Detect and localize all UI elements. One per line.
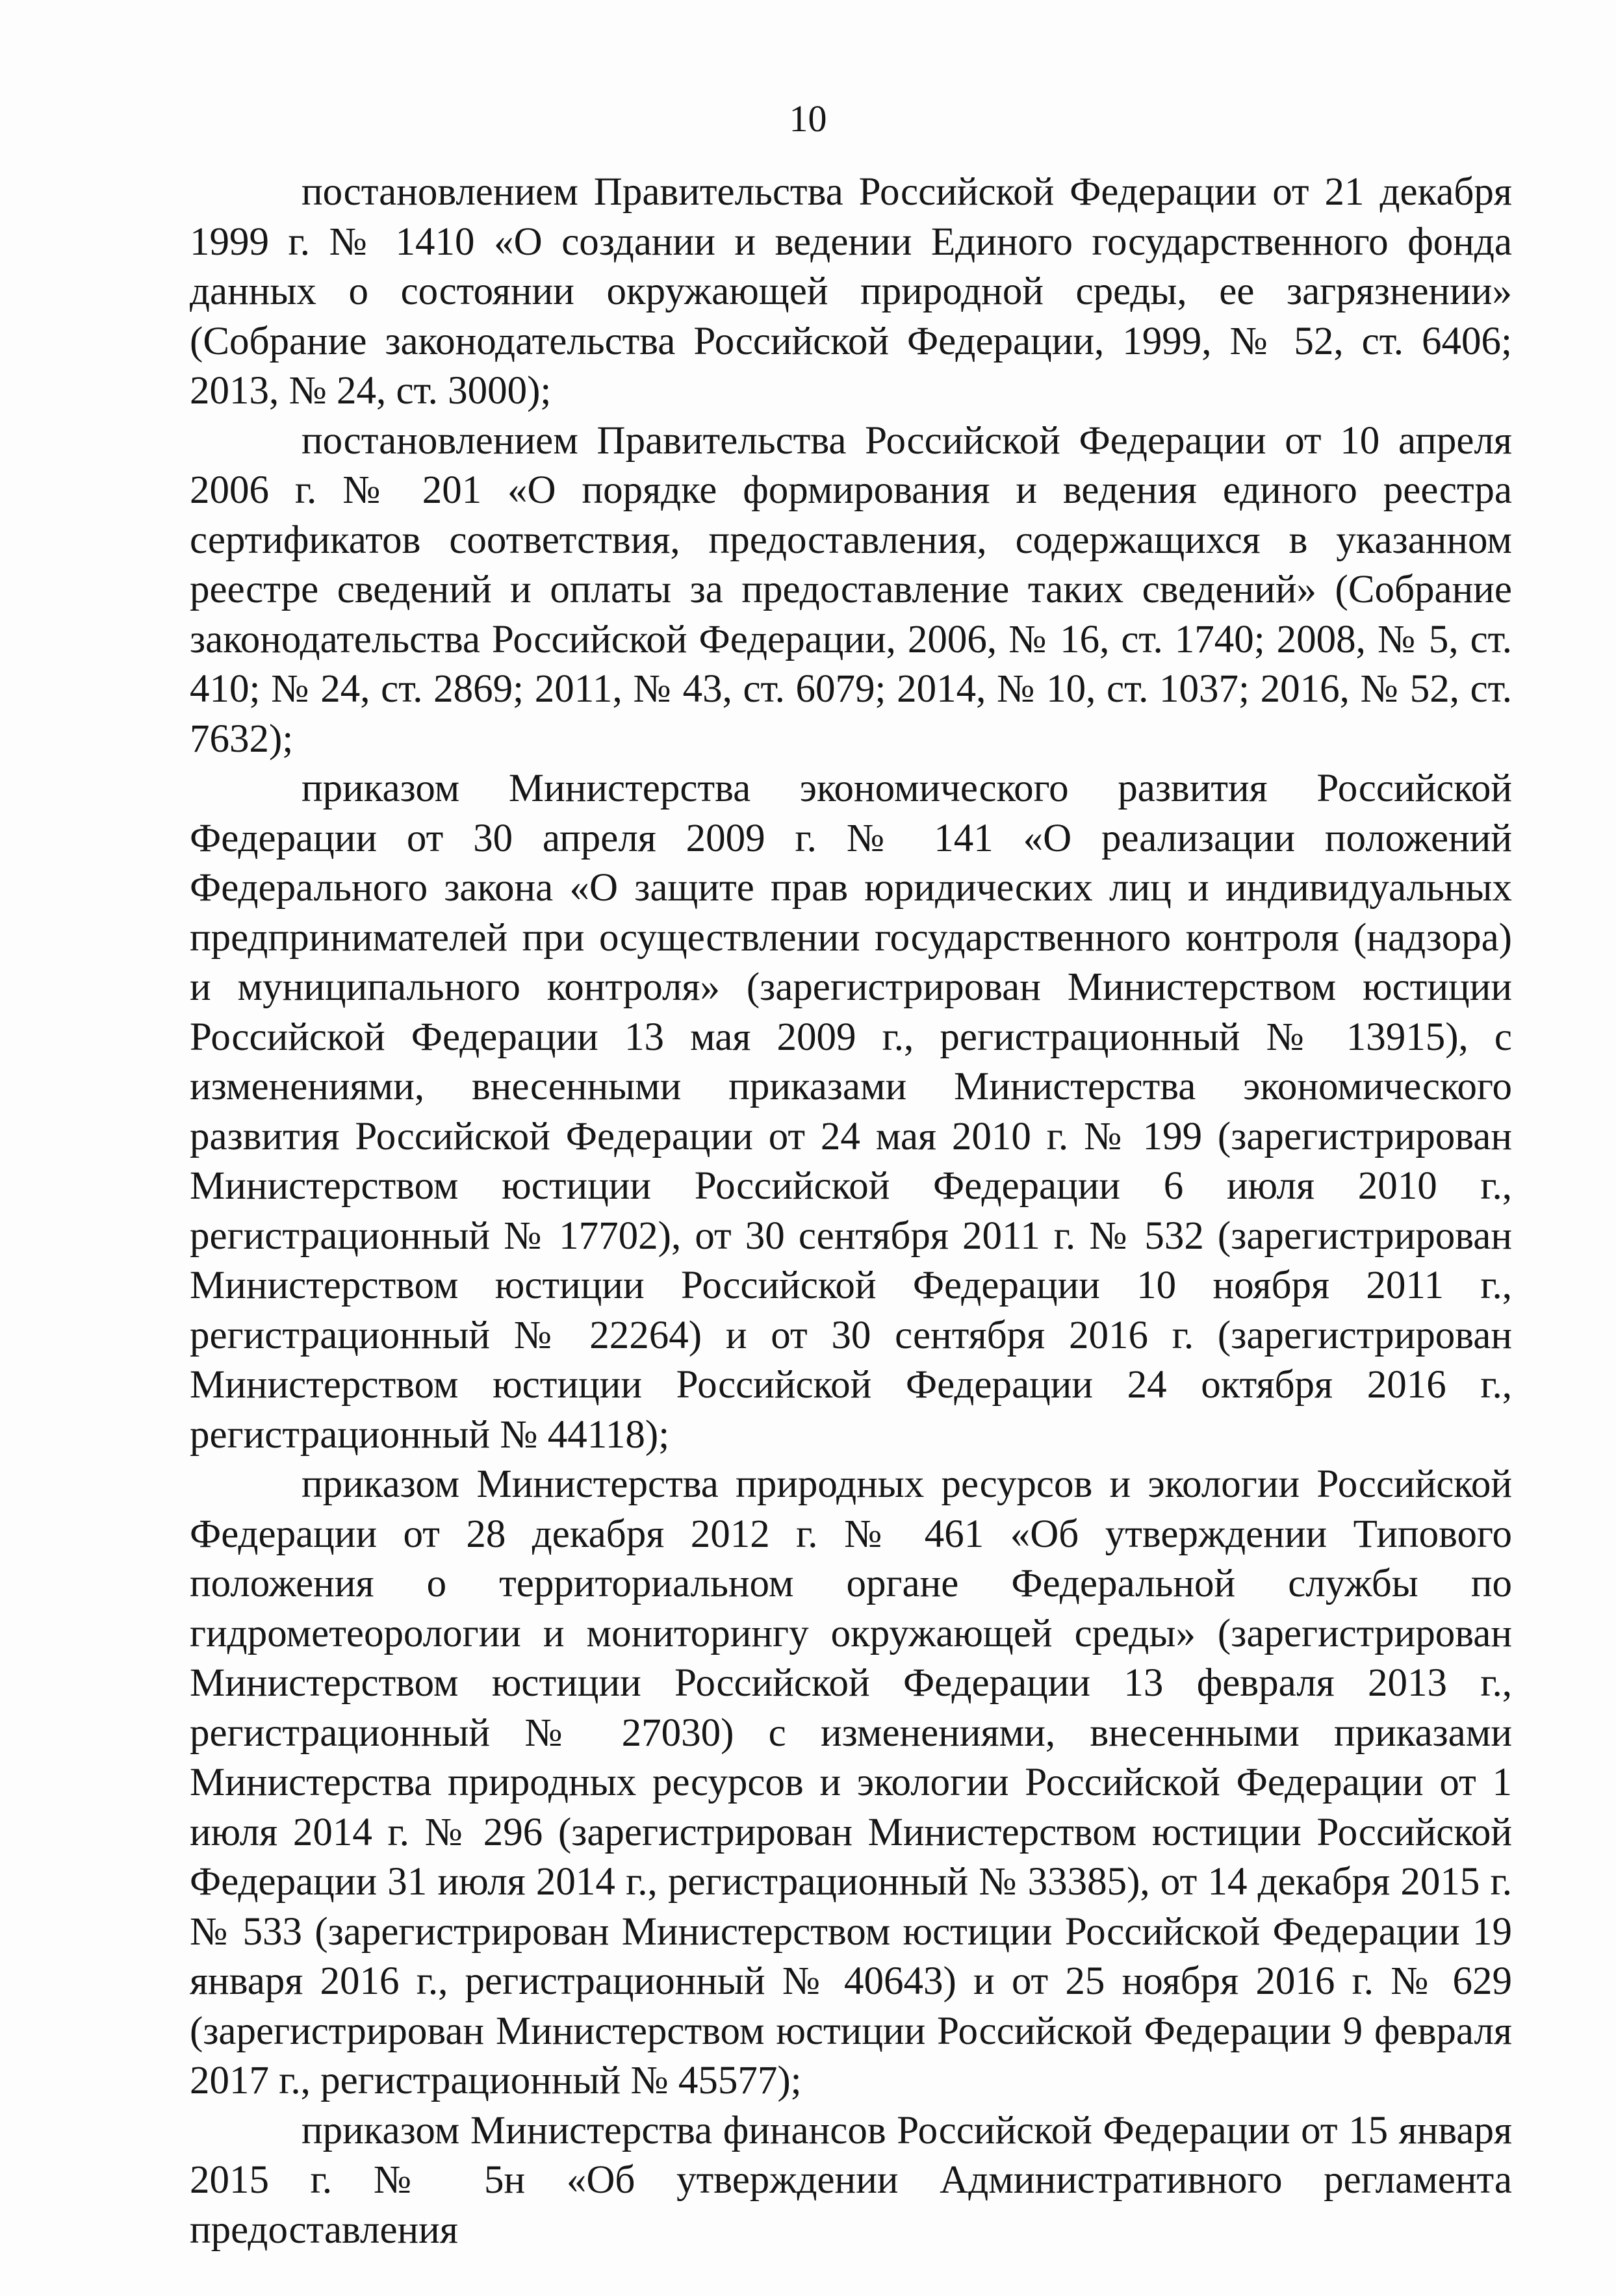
paragraph-order-461: приказом Министерства природных ресурсов и экологии Российской Федерации от 28 декабря 2012 г. № 461 «Об утверждении Типового положения о территориальном органе Федеральной службы по гидрометеорологии и мониторингу окружающей среды» (зарегистрирован Министерством юстиции Российской Федерации 13 февраля 2013 г., регистрационный № 27030) с изменениями, внесенными приказами Министерства природных ресурсов и экологии Российской Федерации от 1 июля 2014 г. № 296 (зарегистрирован Министерством юстиции Российской Федерации 31 июля 2014 г., регистрационный № 33385), от 14 декабря 2015 г. № 533 (зарегистрирован Министерством юстиции Российской Федерации 19 января 2016 г., регистрационный № 40643) и от 25 ноября 2016 г. № 629 (зарегистрирован Министерством юстиции Российской Федерации 9 февраля 2017 г., регистрационный № 45577);: [190, 1462, 1512, 2102]
paragraph-decree-201: постановлением Правительства Российской Федерации от 10 апреля 2006 г. № 201 «О порядке формирования и ведения единого реестра сертификатов соответствия, предоставления, содержащихся в указанном реестре сведений и оплаты за предоставление таких сведений» (Собрание законодательства Российской Федерации, 2006, № 16, ст. 1740; 2008, № 5, ст. 410; № 24, ст. 2869; 2011, № 43, ст. 6079; 2014, № 10, ст. 1037; 2016, № 52, ст. 7632);: [190, 418, 1512, 761]
paragraph-order-5n: приказом Министерства финансов Российской Федерации от 15 января 2015 г. № 5н «Об утверждении Административного регламента предоставления: [190, 2108, 1512, 2252]
paragraph-decree-1410: постановлением Правительства Российской Федерации от 21 декабря 1999 г. № 1410 «О создании и ведении Единого государственного фонда данных о состоянии окружающей природной среды, ее загрязнении» (Собрание законодательства Российской Федерации, 1999, № 52, ст. 6406; 2013, № 24, ст. 3000);: [190, 170, 1512, 413]
paragraph-order-141: приказом Министерства экономического развития Российской Федерации от 30 апреля 2009 г. № 141 «О реализации положений Федерального закона «О защите прав юридических лиц и индивидуальных предпринимателей при осуществлении государственного контроля (надзора) и муниципального контроля» (зарегистрирован Министерством юстиции Российской Федерации 13 мая 2009 г., регистрационный № 13915), с изменениями, внесенными приказами Министерства экономического развития Российской Федерации от 24 мая 2010 г. № 199 (зарегистрирован Министерством юстиции Российской Федерации 6 июля 2010 г., регистрационный № 17702), от 30 сентября 2011 г. № 532 (зарегистрирован Министерством юстиции Российской Федерации 10 ноября 2011 г., регистрационный № 22264) и от 30 сентября 2016 г. (зарегистрирован Министерством юстиции Российской Федерации 24 октября 2016 г., регистрационный № 44118);: [190, 767, 1512, 1457]
page-number: 10: [789, 97, 827, 140]
document-body: [190, 168, 1512, 2255]
